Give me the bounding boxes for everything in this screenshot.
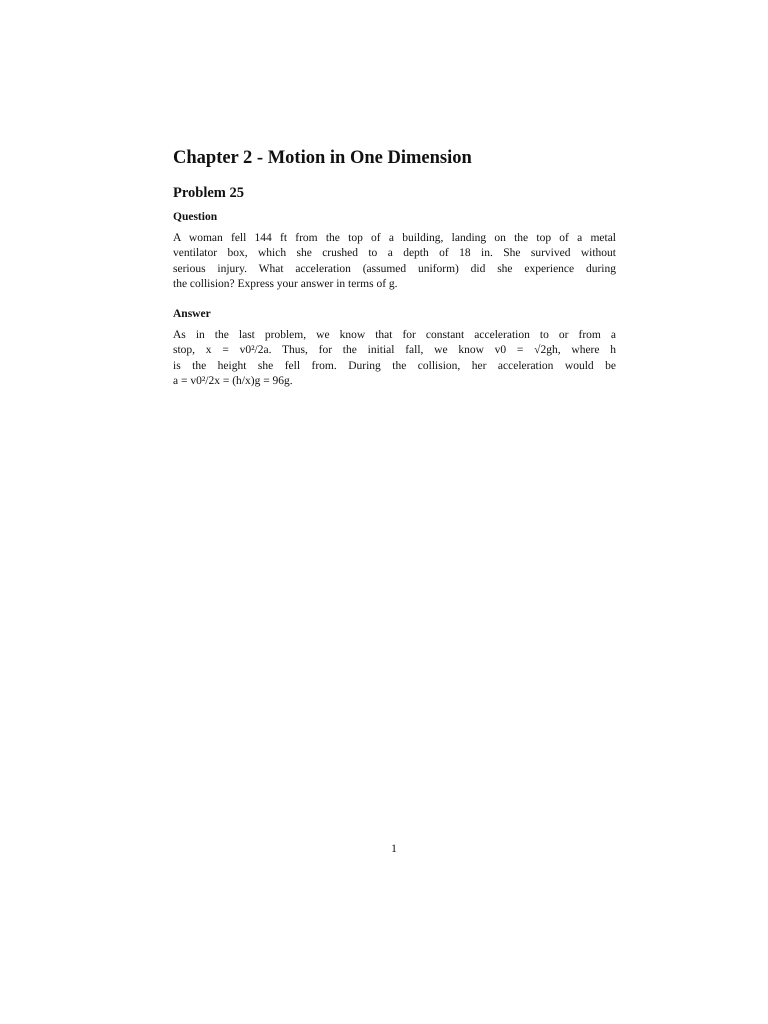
answer-line: As in the last problem, we know that for constant acceleration to or from a xyxy=(173,329,616,342)
page-number: 1 xyxy=(391,843,397,855)
question-text xyxy=(173,231,616,292)
question-heading: Question xyxy=(173,211,218,223)
answer-line: stop, x = v0²/2a. Thus, for the initial fall, we know v0 = √2gh, where h xyxy=(173,344,616,357)
question-line: the collision? Express your answer in terms of g. xyxy=(173,277,398,290)
problem-title: Problem 25 xyxy=(173,185,245,201)
answer-line: a = v0²/2x = (h/x)g = 96g. xyxy=(173,375,293,388)
answer-line: is the height she fell from. During the collision, her acceleration would be xyxy=(173,359,616,372)
answer-heading: Answer xyxy=(173,308,211,321)
question-line: serious injury. What acceleration (assumed uniform) did she experience during xyxy=(173,262,616,275)
page-content xyxy=(173,146,616,403)
question-line: ventilator box, which she crushed to a depth of 18 in. She survived without xyxy=(173,247,616,260)
question-line: A woman fell 144 ft from the top of a building, landing on the top of a metal xyxy=(173,232,616,244)
chapter-title: Chapter 2 - Motion in One Dimension xyxy=(173,148,472,168)
answer-text xyxy=(173,328,616,389)
